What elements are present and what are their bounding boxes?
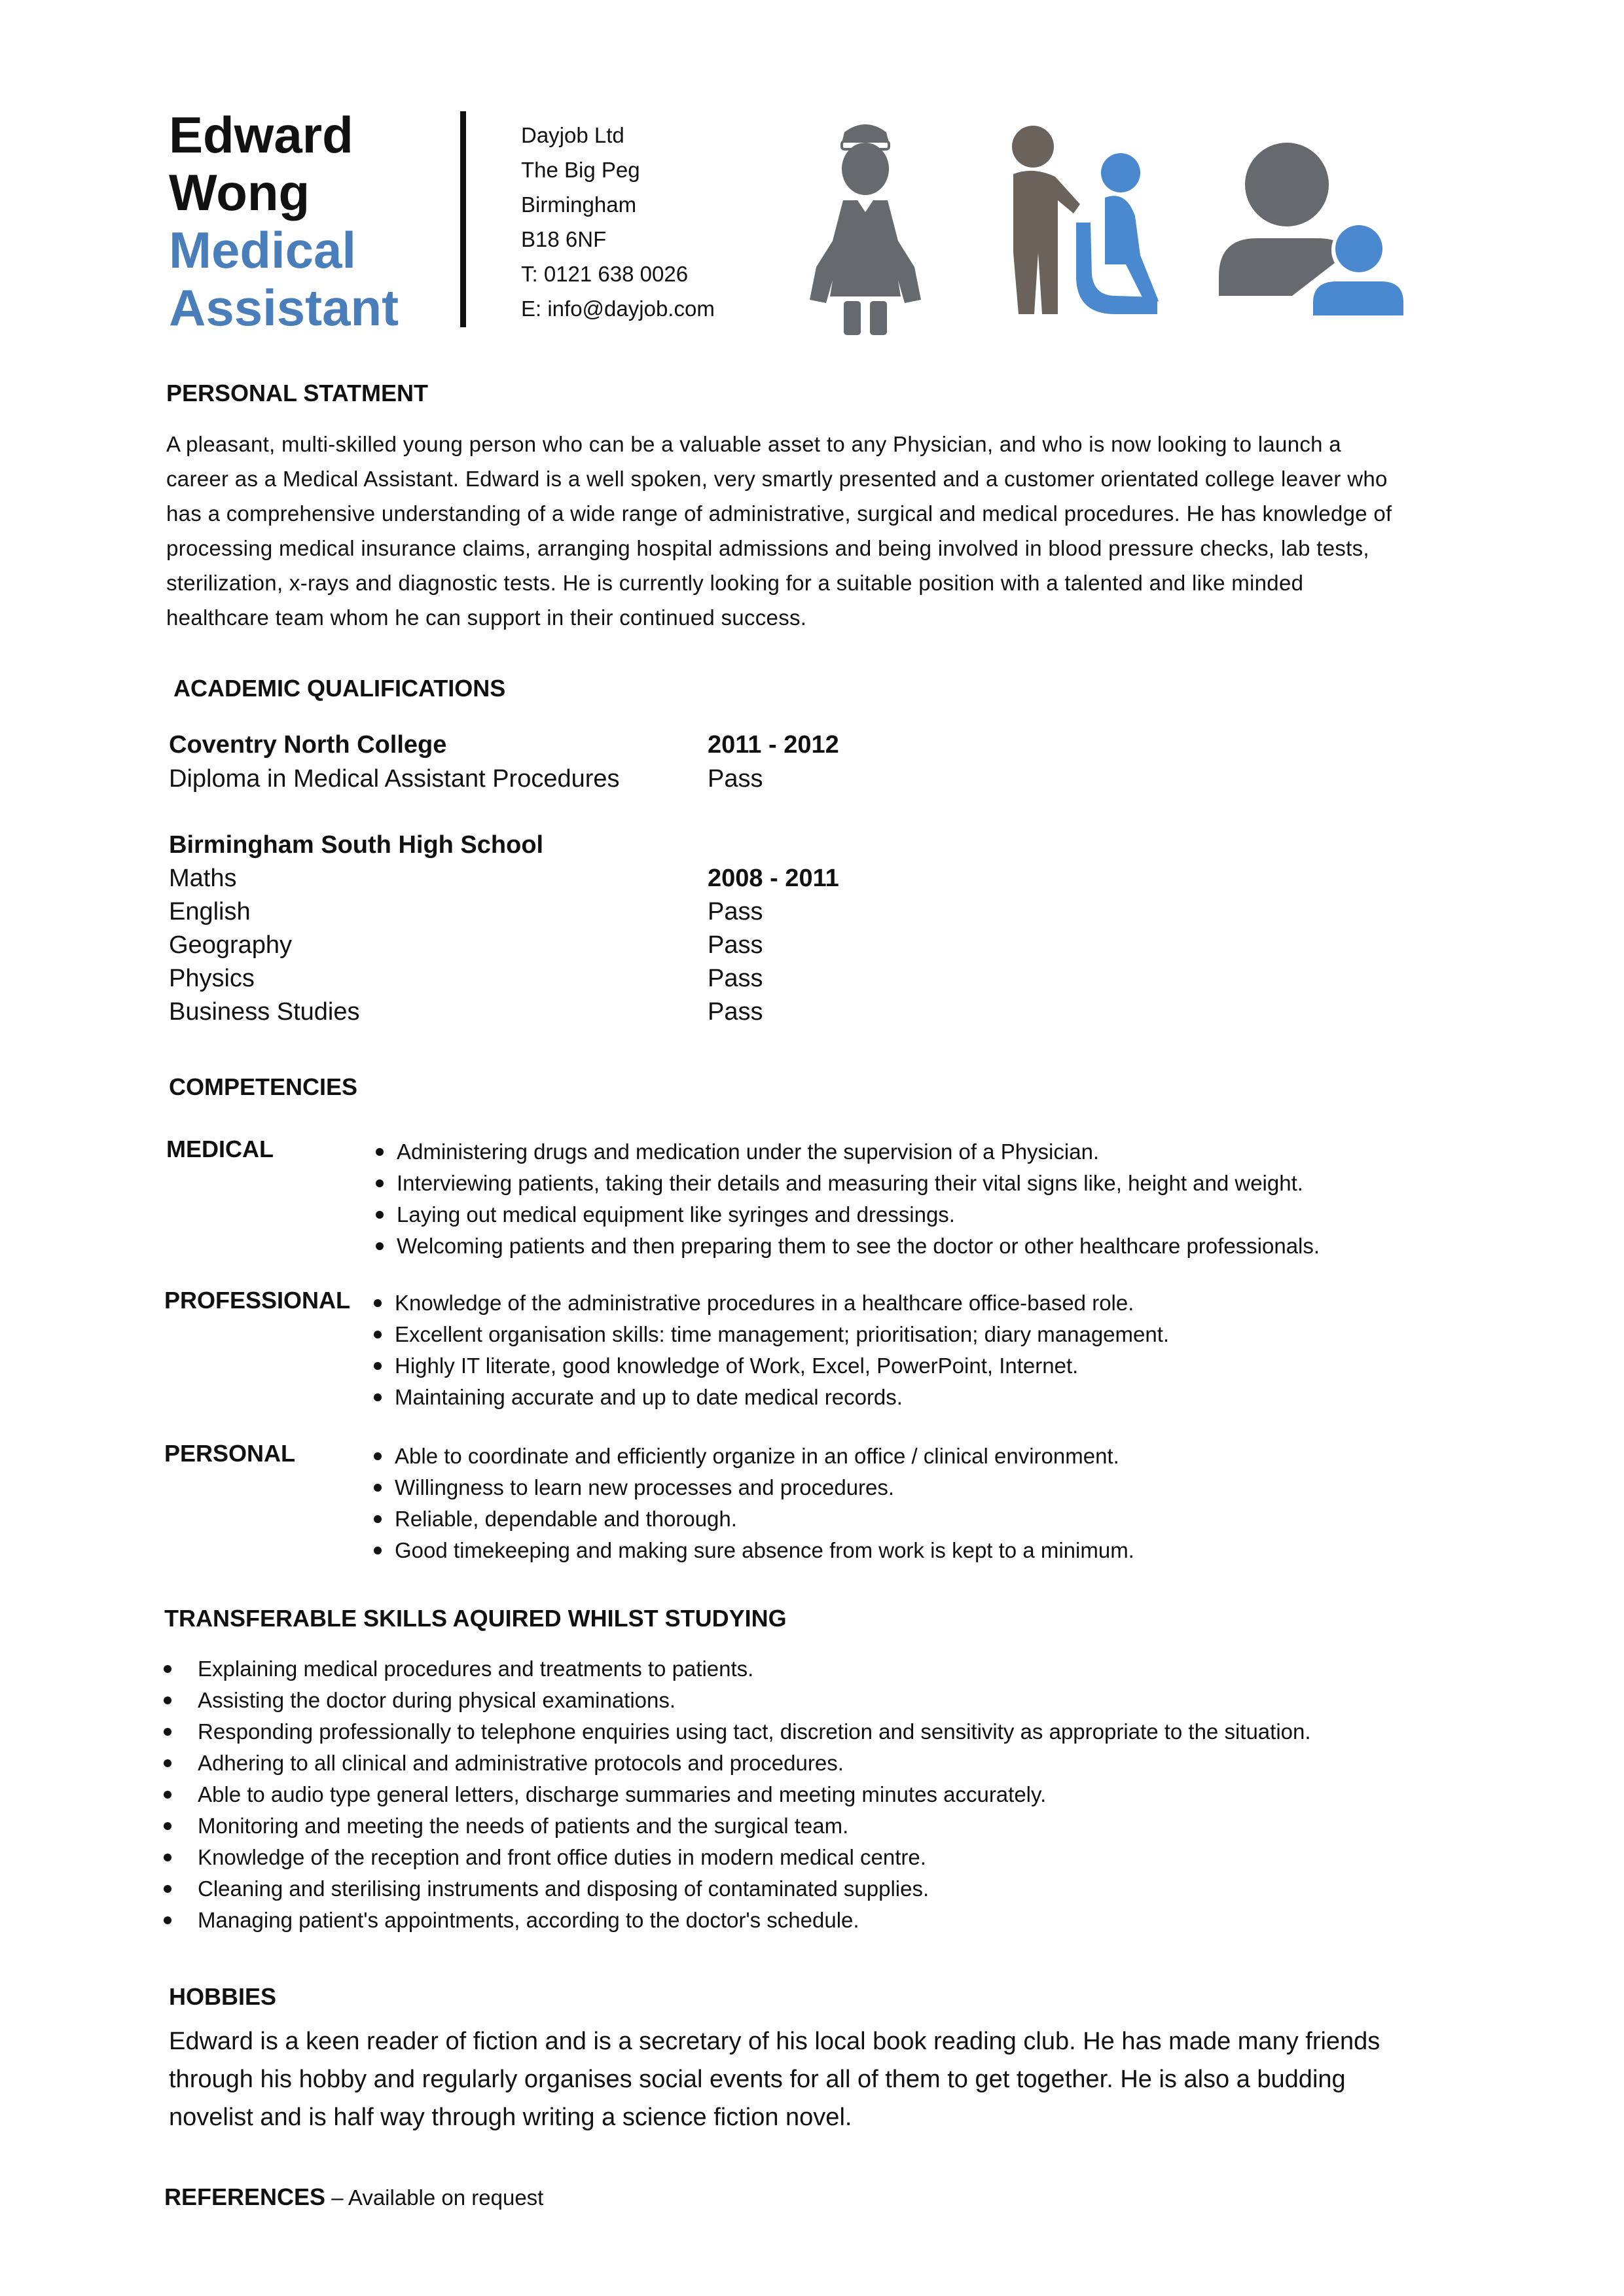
address-street: The Big Peg [521,158,640,182]
school-name: Birmingham South High School [169,831,544,859]
references-line [164,2183,543,2211]
header-divider [460,111,466,327]
medical-competency-list [373,1136,1320,1262]
list-item: Managing patient's appointments, according to the doctor's schedule. [160,1905,1311,1936]
contact-address [521,118,715,326]
college-name: Coventry North College [169,731,447,759]
subject-name: Maths [169,865,237,892]
competency-professional-label: PROFESSIONAL [164,1287,351,1314]
address-company: Dayjob Ltd [521,123,624,147]
caregiver-wheelchair-icon [995,124,1165,321]
contact-phone: T: 0121 638 0026 [521,262,689,286]
hobby-line: Edward is a keen reader of fiction and is a secretary of his local book reading club. He has made many friends [169,2028,1380,2055]
statement-line: career as a Medical Assistant. Edward is a well spoken, very smartly presented and a customer orientated college leaver who [166,467,1388,491]
subject-result: Pass [708,898,763,925]
list-item: Adhering to all clinical and administrative protocols and procedures. [160,1748,1311,1779]
list-item: Welcoming patients and then preparing them to see the doctor or other healthcare professionals. [373,1230,1320,1262]
subject-result: Pass [708,931,763,959]
references-text: – Available on request [325,2185,544,2210]
hobbies-text [169,2022,1380,2136]
job-title-line1: Medical [169,221,357,279]
list-item: Cleaning and sterilising instruments and disposing of contaminated supplies. [160,1873,1311,1905]
job-title-line2: Assistant [169,279,399,336]
subject-result: Pass [708,965,763,992]
personal-competency-list [371,1441,1134,1566]
first-name: Edward [169,106,353,164]
subject-result: Pass [708,998,763,1026]
list-item: Able to coordinate and efficiently organize in an office / clinical environment. [371,1441,1134,1472]
subject-result: 2008 - 2011 [708,865,839,892]
competencies-heading: COMPETENCIES [169,1073,358,1100]
statement-line: sterilization, x-rays and diagnostic tests. He is currently looking for a suitable position with a talented and like minded [166,571,1304,595]
list-item: Laying out medical equipment like syringes and dressings. [373,1199,1320,1230]
subject-name: Physics [169,965,255,992]
transferable-skills-heading: TRANSFERABLE SKILLS AQUIRED WHILST STUDYING [164,1605,787,1632]
transferable-skills-list [160,1653,1311,1936]
header-name-block [169,106,399,336]
statement-line: has a comprehensive understanding of a wide range of administrative, surgical and medical procedures. He has knowledge of [166,501,1392,526]
subject-name: English [169,898,251,925]
subject-name: Geography [169,931,293,959]
professional-competency-list [371,1287,1169,1413]
personal-statement-text [166,427,1392,635]
list-item: Highly IT literate, good knowledge of Work, Excel, PowerPoint, Internet. [371,1350,1169,1382]
address-city: Birmingham [521,192,637,217]
hobby-line: through his hobby and regularly organises social events for all of them to get together. He is also a budding [169,2066,1346,2093]
list-item: Assisting the doctor during physical examinations. [160,1685,1311,1716]
list-item: Reliable, dependable and thorough. [371,1503,1134,1535]
statement-line: A pleasant, multi-skilled young person who can be a valuable asset to any Physician, and who is now looking to launch a [166,432,1341,456]
address-postcode: B18 6NF [521,227,607,251]
statement-line: healthcare team whom he can support in their continued success. [166,605,807,630]
subject-name: Business Studies [169,998,360,1026]
list-item: Responding professionally to telephone enquiries using tact, discretion and sensitivity as appropriate to the situation. [160,1716,1311,1748]
statement-line: processing medical insurance claims, arranging hospital admissions and being involved in blood pressure checks, lab tests, [166,536,1369,560]
last-name: Wong [169,164,310,221]
list-item: Excellent organisation skills: time management; prioritisation; diary management. [371,1319,1169,1350]
list-item: Maintaining accurate and up to date medical records. [371,1382,1169,1413]
competency-medical-label: MEDICAL [166,1136,274,1162]
list-item: Able to audio type general letters, discharge summaries and meeting minutes accurately. [160,1779,1311,1810]
list-item: Explaining medical procedures and treatments to patients. [160,1653,1311,1685]
competency-personal-label: PERSONAL [164,1440,296,1467]
personal-statement-heading: PERSONAL STATMENT [166,380,429,406]
college-dates: 2011 - 2012 [708,731,839,759]
list-item: Good timekeeping and making sure absence from work is kept to a minimum. [371,1535,1134,1566]
list-item: Monitoring and meeting the needs of patients and the surgical team. [160,1810,1311,1842]
users-icon [1219,143,1403,315]
contact-email: E: info@dayjob.com [521,296,715,321]
college-course: Diploma in Medical Assistant Procedures [169,765,620,793]
nurse-icon [806,117,924,335]
list-item: Administering drugs and medication under the supervision of a Physician. [373,1136,1320,1168]
academic-heading: ACADEMIC QUALIFICATIONS [173,675,506,702]
college-result: Pass [708,765,763,793]
hobby-line: novelist and is half way through writing a science fiction novel. [169,2104,852,2131]
list-item: Willingness to learn new processes and procedures. [371,1472,1134,1503]
references-label: REFERENCES [164,2183,326,2210]
list-item: Knowledge of the reception and front office duties in modern medical centre. [160,1842,1311,1873]
list-item: Interviewing patients, taking their details and measuring their vital signs like, height and weight. [373,1168,1320,1199]
hobbies-heading: HOBBIES [169,1983,277,2010]
list-item: Knowledge of the administrative procedures in a healthcare office-based role. [371,1287,1169,1319]
